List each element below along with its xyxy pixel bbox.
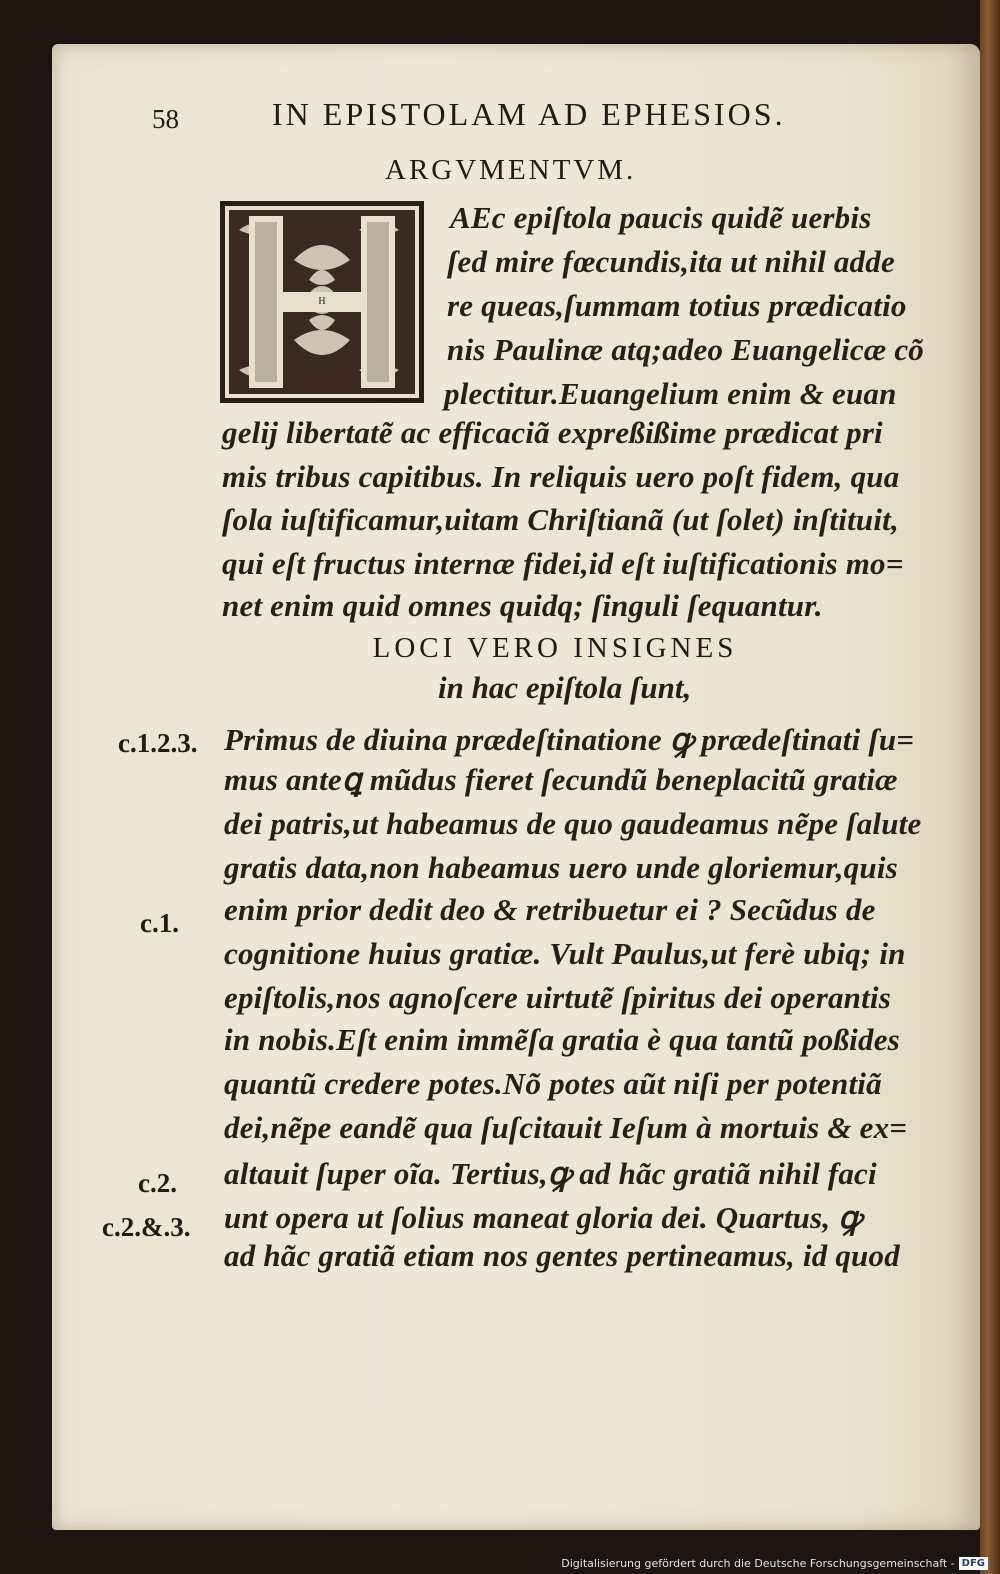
argument-line: mis tribus capitibus. In reliquis uero poſt fidem, qua bbox=[222, 459, 900, 494]
loci-line: mus anteꝗ mũdus fieret ſecundũ beneplacitũ gratiæ bbox=[224, 762, 898, 797]
loci-line: unt opera ut ſolius maneat gloria dei. Quartus, ꝙ bbox=[224, 1200, 862, 1235]
argument-line: plectitur.Euangelium enim & euan bbox=[444, 376, 897, 411]
loci-line: Primus de diuina prædeſtinatione ꝙ prædeſtinati ſu= bbox=[224, 722, 915, 757]
argument-line: net enim quid omnes quidq; ſinguli ſequantur. bbox=[222, 588, 823, 623]
margin-note: c.1. bbox=[140, 908, 179, 938]
argument-line: gelij libertatẽ ac efficaciã expreßißime prædicat pri bbox=[222, 415, 883, 450]
page-number: 58 bbox=[152, 104, 179, 134]
loci-subtitle: in hac epiſtola ſunt, bbox=[438, 670, 692, 705]
loci-line: dei,nẽpe eandẽ qua ſuſcitauit Ieſum à mortuis & ex= bbox=[224, 1110, 908, 1145]
loci-title: LOCI VERO INSIGNES bbox=[372, 632, 738, 664]
digitization-credit bbox=[561, 1557, 988, 1570]
loci-line: dei patris,ut habeamus de quo gaudeamus nẽpe ſalute bbox=[224, 806, 922, 841]
running-title: IN EPISTOLAM AD EPHESIOS. bbox=[272, 96, 786, 132]
argument-line: ſed mire fœcundis,ita ut nihil adde bbox=[447, 244, 895, 279]
dfg-logo: DFG bbox=[959, 1557, 988, 1570]
loci-line: altauit ſuper oĩa. Tertius,ꝙ ad hãc gratiã nihil faci bbox=[224, 1156, 877, 1191]
margin-note: c.2. bbox=[138, 1168, 177, 1198]
margin-note: c.2.&.3. bbox=[102, 1212, 191, 1242]
loci-line: ad hãc gratiã etiam nos gentes pertineamus, id quod bbox=[224, 1238, 900, 1273]
loci-line: in nobis.Eſt enim immẽſa gratia è qua tantũ poßides bbox=[224, 1022, 900, 1057]
argument-title: ARGVMENTVM. bbox=[385, 154, 637, 186]
credit-text: Digitalisierung gefördert durch die Deutsche Forschungsgemeinschaft - bbox=[561, 1557, 955, 1570]
initial-letter-text: H bbox=[318, 296, 326, 307]
argument-line: re queas,ſummam totius prædicatio bbox=[447, 288, 907, 323]
margin-note: c.1.2.3. bbox=[118, 728, 198, 758]
loci-line: gratis data,non habeamus uero unde gloriemur,quis bbox=[224, 850, 898, 885]
book-binding-edge bbox=[980, 0, 1000, 1574]
argument-line: ſola iuſtificamur,uitam Chriſtianã (ut ſolet) inſtituit, bbox=[222, 502, 899, 537]
argument-line: qui eſt fructus internæ fidei,id eſt iuſtificationis mo= bbox=[222, 546, 904, 581]
loci-line: quantũ credere potes.Nõ potes aũt niſi per potentiã bbox=[224, 1066, 882, 1101]
argument-line: nis Paulinæ atq;adeo Euangelicæ cõ bbox=[447, 332, 924, 367]
loci-line: cognitione huius gratiæ. Vult Paulus,ut ferè ubiq; in bbox=[224, 936, 906, 971]
decorated-initial-letter bbox=[219, 200, 425, 404]
argument-line: AEc epiſtola paucis quidẽ uerbis bbox=[450, 200, 872, 235]
loci-line: enim prior dedit deo & retribuetur ei ? Secũdus de bbox=[224, 892, 876, 927]
loci-line: epiſtolis,nos agnoſcere uirtutẽ ſpiritus dei operantis bbox=[224, 980, 892, 1015]
